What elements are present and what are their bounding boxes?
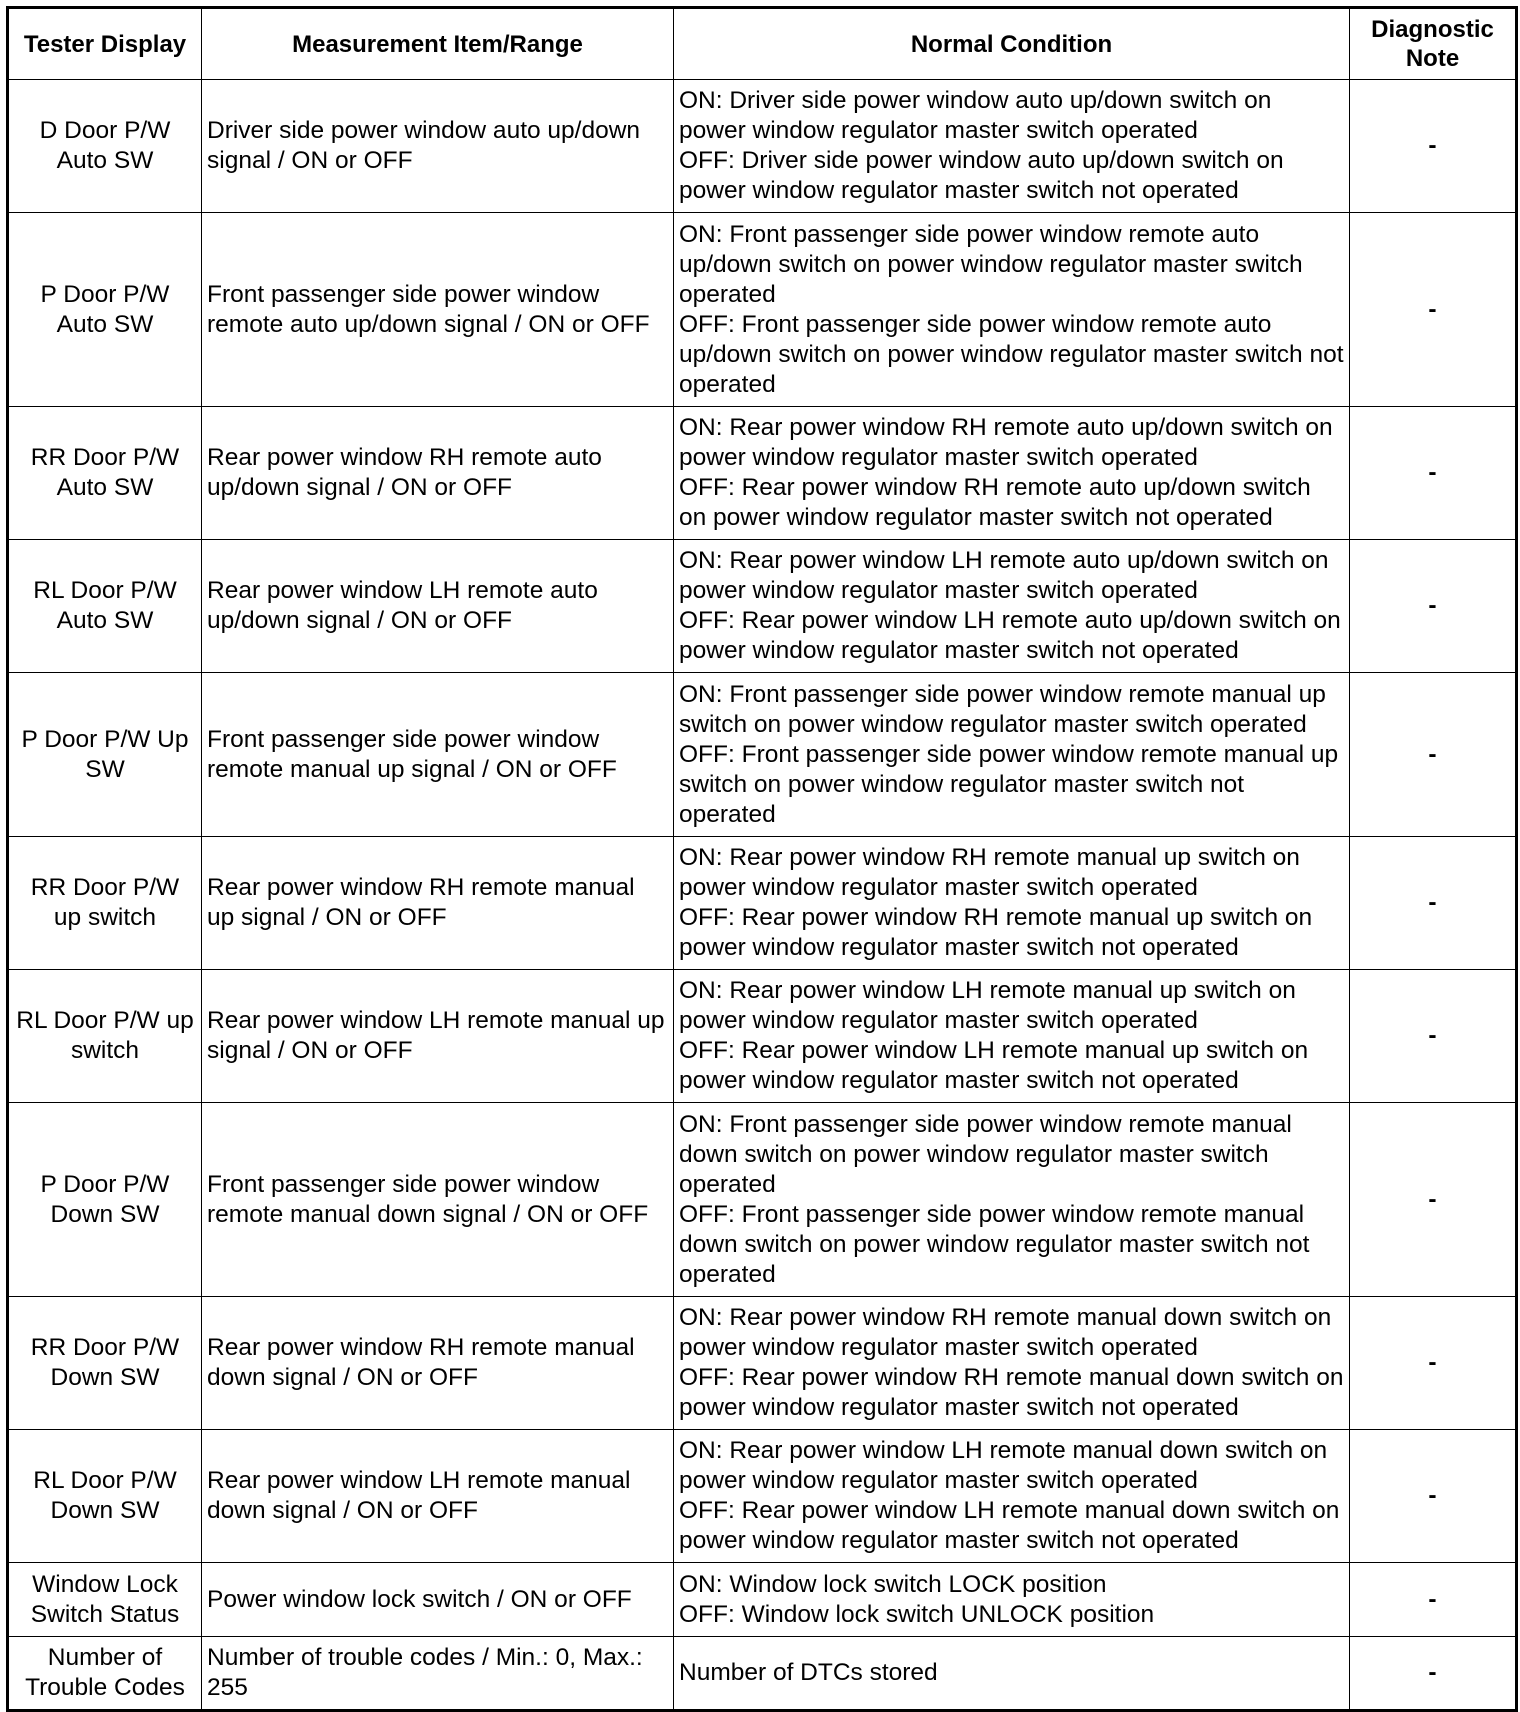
diagnostic-data-table: [6, 6, 1518, 1712]
condition-on-text: ON: Front passenger side power window remote manual down switch on power window regulator master switch operated: [679, 1110, 1299, 1198]
condition-off-text: OFF: Rear power window LH remote manual down switch on power window regulator master switch not operated: [679, 1497, 1347, 1554]
condition-off-text: OFF: Rear power window LH remote auto up/down switch on power window regulator master switch not operated: [679, 607, 1348, 664]
measurement-item-cell: Rear power window RH remote auto up/down signal / ON or OFF: [202, 407, 674, 540]
measurement-item-cell: Rear power window LH remote manual up signal / ON or OFF: [202, 970, 674, 1103]
normal-condition-cell: [674, 407, 1350, 540]
normal-condition-cell: [674, 80, 1350, 213]
diagnostic-note-cell: -: [1350, 80, 1517, 213]
measurement-item-cell: Number of trouble codes / Min.: 0, Max.: 255: [202, 1637, 674, 1711]
diagnostic-note-cell: -: [1350, 407, 1517, 540]
table-row: [8, 540, 1517, 673]
diagnostic-note-cell: -: [1350, 1563, 1517, 1637]
table-row: [8, 1103, 1517, 1297]
condition-off-text: OFF: Driver side power window auto up/down switch on power window regulator master switch not operated: [679, 147, 1291, 204]
tester-display-cell: RL Door P/W up switch: [8, 970, 202, 1103]
tester-display-cell: RR Door P/W Down SW: [8, 1297, 202, 1430]
measurement-item-cell: Power window lock switch / ON or OFF: [202, 1563, 674, 1637]
measurement-item-cell: Driver side power window auto up/down signal / ON or OFF: [202, 80, 674, 213]
normal-condition-cell: [674, 1297, 1350, 1430]
tester-display-cell: P Door P/W Up SW: [8, 673, 202, 837]
tester-display-cell: RR Door P/W Auto SW: [8, 407, 202, 540]
condition-on-text: ON: Rear power window LH remote manual up switch on power window regulator master switch operated: [679, 977, 1303, 1034]
table-row: [8, 80, 1517, 213]
tester-display-cell: RR Door P/W up switch: [8, 837, 202, 970]
diagnostic-note-cell: -: [1350, 1430, 1517, 1563]
normal-condition-cell: [674, 673, 1350, 837]
table-row: [8, 970, 1517, 1103]
condition-on-text: ON: Front passenger side power window remote manual up switch on power window regulator master switch operated: [679, 680, 1333, 738]
condition-off-text: OFF: Rear power window LH remote manual up switch on power window regulator master switch not operated: [679, 1037, 1315, 1094]
tester-display-cell: P Door P/W Down SW: [8, 1103, 202, 1297]
header-tester-display: Tester Display: [8, 8, 202, 80]
condition-on-text: ON: Rear power window RH remote manual up switch on power window regulator master switch operated: [679, 844, 1307, 901]
measurement-item-cell: Rear power window LH remote auto up/down signal / ON or OFF: [202, 540, 674, 673]
table-row: [8, 213, 1517, 407]
normal-condition-cell: [674, 837, 1350, 970]
normal-condition-cell: [674, 1563, 1350, 1637]
diagnostic-note-cell: -: [1350, 673, 1517, 837]
normal-condition-cell: [674, 1430, 1350, 1563]
header-measurement-item: Measurement Item/Range: [202, 8, 674, 80]
table-row: [8, 1563, 1517, 1637]
header-normal-condition: Normal Condition: [674, 8, 1350, 80]
diagnostic-note-cell: -: [1350, 1637, 1517, 1711]
table-row: [8, 1297, 1517, 1430]
diagnostic-note-cell: -: [1350, 1103, 1517, 1297]
table-header-row: [8, 8, 1517, 80]
condition-on-text: ON: Rear power window LH remote auto up/down switch on power window regulator master switch operated: [679, 547, 1336, 604]
diagnostic-note-cell: -: [1350, 540, 1517, 673]
tester-display-cell: RL Door P/W Down SW: [8, 1430, 202, 1563]
measurement-item-cell: Front passenger side power window remote manual up signal / ON or OFF: [202, 673, 674, 837]
condition-on-text: ON: Window lock switch LOCK position: [679, 1570, 1107, 1598]
condition-on-text: Number of DTCs stored: [679, 1659, 938, 1686]
table-row: [8, 837, 1517, 970]
tester-display-cell: D Door P/W Auto SW: [8, 80, 202, 213]
diagnostic-note-cell: -: [1350, 837, 1517, 970]
measurement-item-cell: Rear power window LH remote manual down signal / ON or OFF: [202, 1430, 674, 1563]
condition-on-text: ON: Rear power window RH remote manual down switch on power window regulator master switch operated: [679, 1304, 1339, 1361]
condition-on-text: ON: Rear power window RH remote auto up/down switch on power window regulator master switch operated: [679, 414, 1340, 471]
normal-condition-cell: [674, 213, 1350, 407]
table-row: [8, 1637, 1517, 1711]
condition-off-text: OFF: Front passenger side power window remote auto up/down switch on power window regulator master switch not operated: [679, 310, 1351, 398]
normal-condition-cell: [674, 970, 1350, 1103]
normal-condition-cell: [674, 540, 1350, 673]
condition-on-text: ON: Rear power window LH remote manual down switch on power window regulator master switch operated: [679, 1437, 1334, 1494]
measurement-item-cell: Front passenger side power window remote manual down signal / ON or OFF: [202, 1103, 674, 1297]
diagnostic-note-cell: -: [1350, 970, 1517, 1103]
normal-condition-cell: [674, 1103, 1350, 1297]
measurement-item-cell: Rear power window RH remote manual down signal / ON or OFF: [202, 1297, 674, 1430]
condition-off-text: OFF: Rear power window RH remote manual up switch on power window regulator master switch not operated: [679, 904, 1319, 961]
tester-display-cell: Number of Trouble Codes: [8, 1637, 202, 1711]
condition-off-text: OFF: Window lock switch UNLOCK position: [679, 1600, 1155, 1628]
condition-off-text: OFF: Rear power window RH remote auto up/down switch on power window regulator master switch not operated: [679, 474, 1318, 531]
measurement-item-cell: Rear power window RH remote manual up signal / ON or OFF: [202, 837, 674, 970]
tester-display-cell: Window Lock Switch Status: [8, 1563, 202, 1637]
diagnostic-note-cell: -: [1350, 1297, 1517, 1430]
tester-display-cell: P Door P/W Auto SW: [8, 213, 202, 407]
condition-off-text: OFF: Rear power window RH remote manual down switch on power window regulator master switch not operated: [679, 1364, 1351, 1421]
condition-off-text: OFF: Front passenger side power window remote manual down switch on power window regulator master switch not operated: [679, 1200, 1317, 1288]
tester-display-cell: RL Door P/W Auto SW: [8, 540, 202, 673]
table-row: [8, 407, 1517, 540]
condition-on-text: ON: Driver side power window auto up/down switch on power window regulator master switch operated: [679, 87, 1279, 144]
condition-on-text: ON: Front passenger side power window remote auto up/down switch on power window regulator master switch operated: [679, 220, 1310, 308]
diagnostic-note-cell: -: [1350, 213, 1517, 407]
header-diagnostic-note: Diagnostic Note: [1350, 8, 1517, 80]
table-row: [8, 1430, 1517, 1563]
condition-off-text: OFF: Front passenger side power window remote manual up switch on power window regulator master switch not operated: [679, 740, 1345, 828]
measurement-item-cell: Front passenger side power window remote auto up/down signal / ON or OFF: [202, 213, 674, 407]
normal-condition-cell: [674, 1637, 1350, 1711]
table-row: [8, 673, 1517, 837]
